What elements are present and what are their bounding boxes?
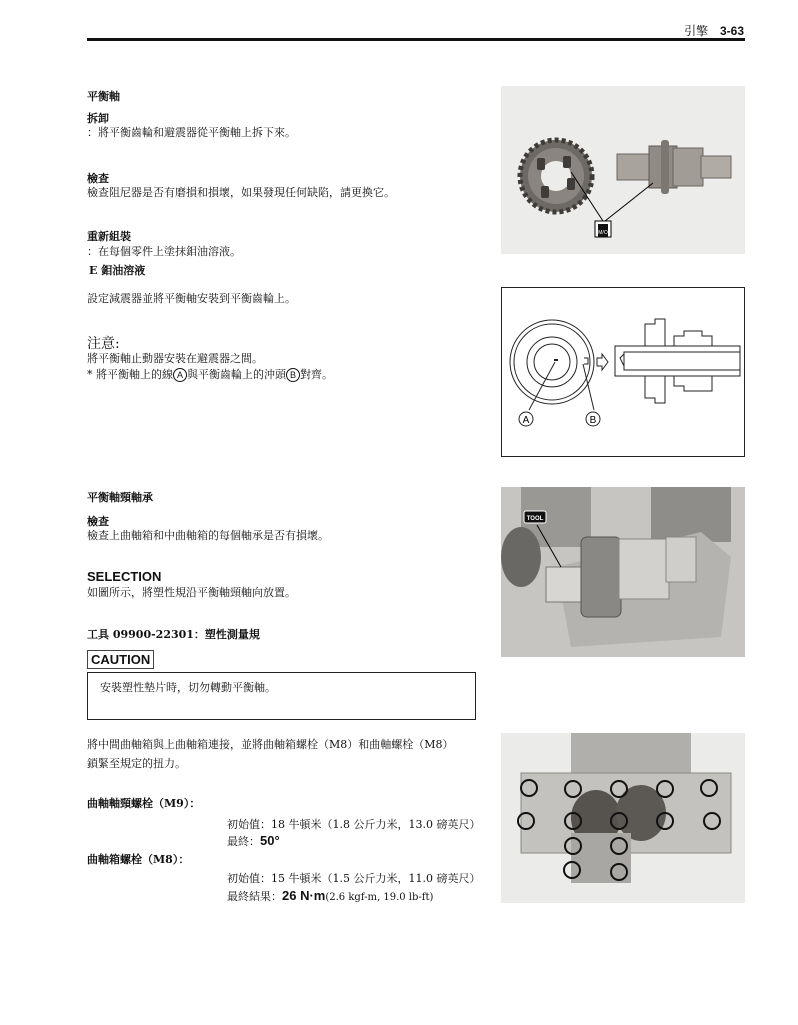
- caution-text: 安裝塑性墊片時，切勿轉動平衡軸。: [100, 681, 276, 694]
- moly-paste-icon: [595, 221, 611, 237]
- final-label: 最終結果：: [227, 890, 282, 903]
- marker-a: A: [173, 368, 187, 382]
- figure-balancer-gear-and-shaft: [501, 86, 745, 254]
- page-number: 3-63: [719, 24, 744, 38]
- removal-heading: 拆卸: [87, 112, 109, 125]
- final-label: 最終：: [227, 835, 260, 848]
- assembly-line-1: 將中間曲軸箱與上曲軸箱連接，並將曲軸箱螺栓（M8）和曲軸螺栓（M8）: [87, 738, 454, 751]
- section-title-balancer-shaft: 平衡軸: [87, 90, 120, 103]
- assembly-line-2: 鎖緊至規定的扭力。: [87, 757, 186, 770]
- tool-spec: 工具 09900-22301：塑性測量規: [87, 628, 260, 641]
- crank-journal-bolt-final: [227, 834, 280, 849]
- crank-journal-bolt-label: 曲軸軸頸螺栓（M9）：: [87, 797, 201, 810]
- final-detail: (2.6 kgf-m, 19.0 lb-ft): [325, 892, 434, 903]
- selection-heading: SELECTION: [87, 569, 162, 584]
- crankcase-bolt-initial: 初始值：15 牛頓米（1.5 公斤力米，11.0 磅英尺）: [227, 872, 481, 885]
- note-line-2: [87, 368, 333, 382]
- crankcase-bolt-label: 曲軸箱螺栓（M8）：: [87, 853, 190, 866]
- svg-text:TOOL: TOOL: [526, 516, 544, 522]
- header-rule: [87, 38, 745, 41]
- removal-text: ：將平衡齒輪和避震器從平衡軸上拆下來。: [87, 126, 296, 139]
- selection-text: 如圖所示，將塑性規沿平衡軸頸軸向放置。: [87, 586, 296, 599]
- lubricant-label: E 鉬油溶液: [89, 264, 146, 277]
- svg-text:A: A: [522, 415, 530, 426]
- bearing-inspection-heading: 檢查: [87, 515, 109, 528]
- balancer-gear-illustration: [520, 140, 592, 212]
- final-value: 50°: [260, 833, 280, 848]
- balancer-shaft-illustration: [617, 140, 731, 194]
- reassembly-text: ：在每個零件上塗抹鉬油溶液。: [87, 245, 241, 258]
- figure-crankcase-bolt-pattern: [501, 733, 745, 903]
- note-line-2-suffix: 對齊。: [300, 368, 333, 381]
- figure-balancer-in-crankcase: [501, 487, 745, 657]
- marker-b: B: [286, 368, 300, 382]
- caution-label: CAUTION: [87, 650, 154, 669]
- page-header: [640, 22, 744, 39]
- note-line-2-middle: 與平衡齒輪上的沖頭: [187, 368, 286, 381]
- inspection-text: 檢查阻尼器是否有磨損和損壞，如果發現任何缺陷，請更換它。: [87, 186, 395, 199]
- crankcase-bolt-final: [227, 889, 433, 905]
- reassembly-heading: 重新組裝: [87, 230, 131, 243]
- tool-icon: [524, 511, 546, 523]
- note-title: 注意:: [87, 336, 120, 352]
- crank-journal-bolt-initial: 初始值：18 牛頓米（1.8 公斤力米，13.0 磅英尺）: [227, 818, 481, 831]
- svg-text:M/O: M/O: [598, 230, 608, 236]
- inspection-heading: 檢查: [87, 172, 109, 185]
- note-line-2-prefix: * 將平衡軸上的線: [87, 368, 173, 381]
- section-title-journal-bearing: 平衡軸頸軸承: [87, 491, 153, 504]
- note-line-1: 將平衡軸止動器安裝在避震器之間。: [87, 352, 263, 365]
- reassembly-instruction: 設定減震器並將平衡軸安裝到平衡齒輪上。: [87, 292, 296, 305]
- final-value: 26 N·m: [282, 888, 326, 903]
- svg-text:B: B: [589, 415, 597, 426]
- label-b-marker: [586, 412, 600, 426]
- bearing-inspection-text: 檢查上曲軸箱和中曲軸箱的每個軸承是否有損壞。: [87, 529, 329, 542]
- label-a-marker: [519, 412, 533, 426]
- caution-box: [87, 672, 476, 720]
- section-title: 引擎: [684, 24, 709, 38]
- figure-alignment-diagram: [501, 287, 745, 457]
